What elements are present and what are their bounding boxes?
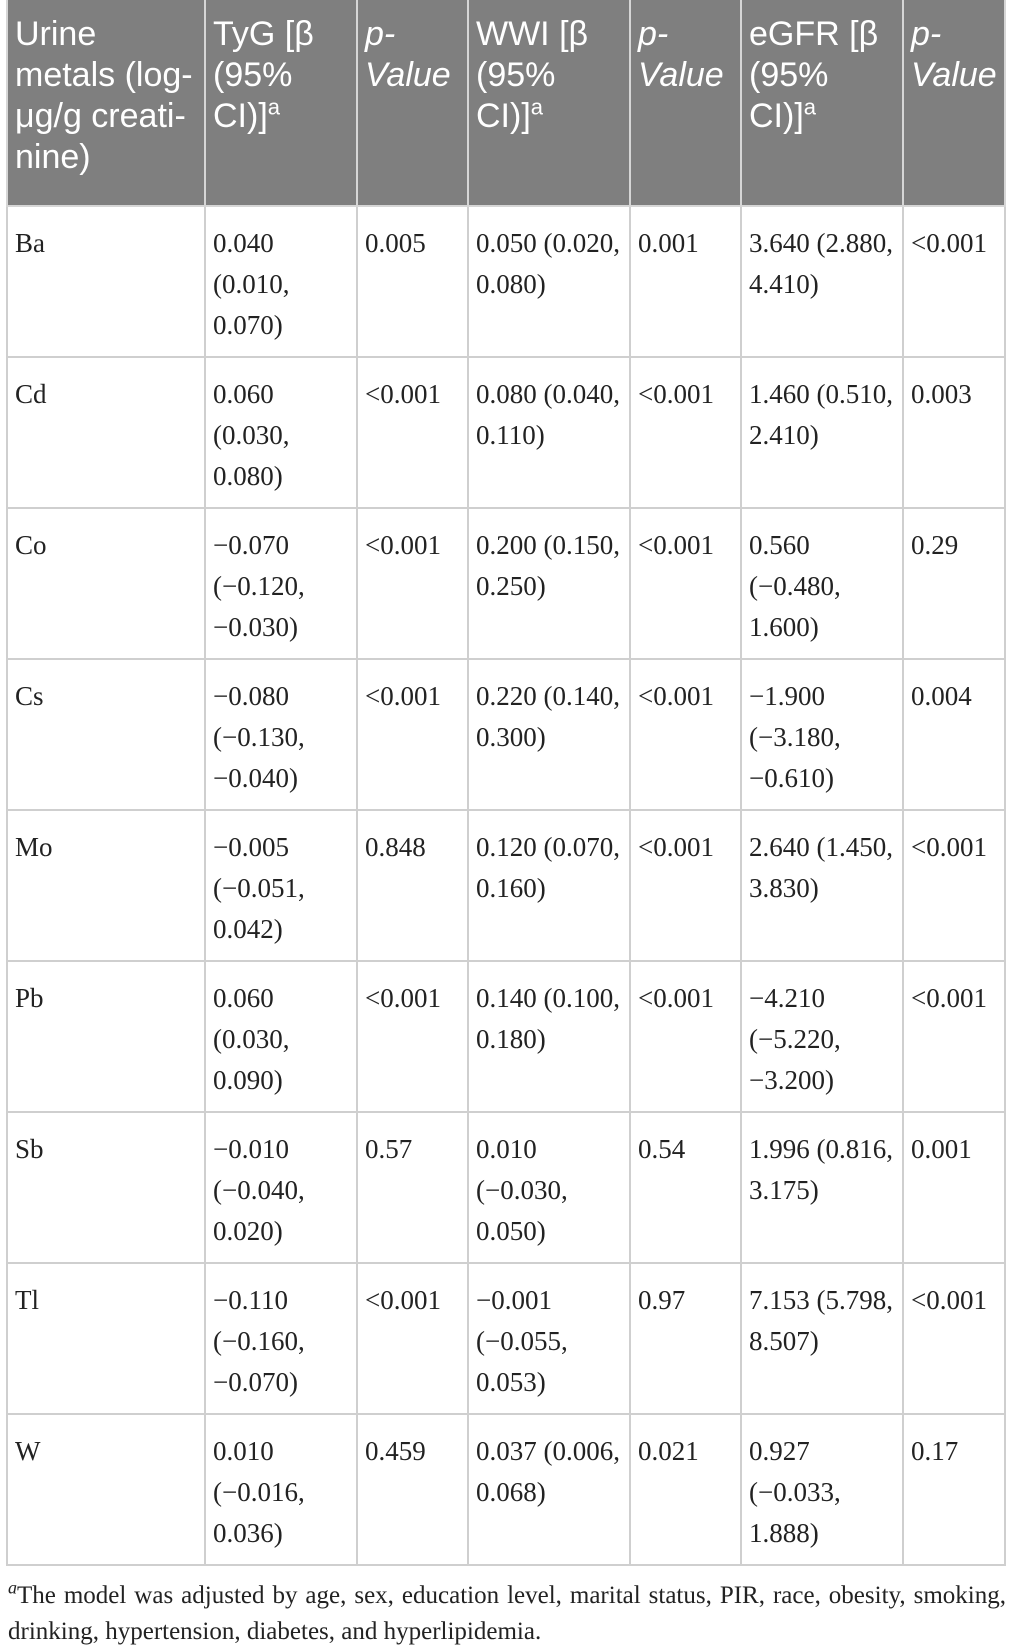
egfr-beta: 2.640 (1.450, 3.830) xyxy=(741,810,903,961)
metal-name: Pb xyxy=(7,961,205,1112)
header-egfr: eGFR [β (95% CI)]$^a$ xyxy=(741,0,903,206)
wwi-beta: 0.080 (0.040, 0.110) xyxy=(468,357,630,508)
egfr-pvalue: 0.17 xyxy=(903,1414,1005,1565)
egfr-beta: 0.927 (−0.033, 1.888) xyxy=(741,1414,903,1565)
metal-name: Tl xyxy=(7,1263,205,1414)
table-row xyxy=(7,1112,1005,1263)
egfr-pvalue: <0.001 xyxy=(903,1263,1005,1414)
table-row xyxy=(7,1414,1005,1565)
egfr-pvalue: 0.001 xyxy=(903,1112,1005,1263)
wwi-beta: 0.050 (0.020, 0.080) xyxy=(468,206,630,357)
egfr-beta: 1.460 (0.510, 2.410) xyxy=(741,357,903,508)
tyg-beta: 0.040 (0.010, 0.070) xyxy=(205,206,357,357)
egfr-beta: 1.996 (0.816, 3.175) xyxy=(741,1112,903,1263)
document xyxy=(6,0,1004,1650)
egfr-pvalue: <0.001 xyxy=(903,810,1005,961)
tyg-pvalue: <0.001 xyxy=(357,1263,468,1414)
wwi-beta: 0.220 (0.140, 0.300) xyxy=(468,659,630,810)
egfr-beta: 7.153 (5.798, 8.507) xyxy=(741,1263,903,1414)
tyg-pvalue: <0.001 xyxy=(357,961,468,1112)
table-row xyxy=(7,659,1005,810)
egfr-pvalue: <0.001 xyxy=(903,961,1005,1112)
wwi-pvalue: 0.021 xyxy=(630,1414,741,1565)
tyg-beta: 0.060 (0.030, 0.080) xyxy=(205,357,357,508)
table-footnote xyxy=(6,1566,1006,1650)
metal-name: Cs xyxy=(7,659,205,810)
wwi-pvalue: <0.001 xyxy=(630,961,741,1112)
table-row xyxy=(7,810,1005,961)
tyg-pvalue: <0.001 xyxy=(357,508,468,659)
tyg-beta: 0.010 (−0.016, 0.036) xyxy=(205,1414,357,1565)
tyg-pvalue: 0.848 xyxy=(357,810,468,961)
wwi-beta: 0.120 (0.070, 0.160) xyxy=(468,810,630,961)
header-urine-metals: Urine metals (log-μg/g creati-nine) xyxy=(7,0,205,206)
table-row xyxy=(7,508,1005,659)
results-table xyxy=(6,0,1006,1566)
wwi-beta: 0.200 (0.150, 0.250) xyxy=(468,508,630,659)
tyg-pvalue: <0.001 xyxy=(357,659,468,810)
wwi-pvalue: <0.001 xyxy=(630,357,741,508)
tyg-beta: −0.010 (−0.040, 0.020) xyxy=(205,1112,357,1263)
metal-name: Mo xyxy=(7,810,205,961)
wwi-pvalue: 0.54 xyxy=(630,1112,741,1263)
tyg-beta: −0.070 (−0.120, −0.030) xyxy=(205,508,357,659)
table-row xyxy=(7,357,1005,508)
tyg-beta: −0.110 (−0.160, −0.070) xyxy=(205,1263,357,1414)
metal-name: W xyxy=(7,1414,205,1565)
wwi-pvalue: 0.001 xyxy=(630,206,741,357)
tyg-pvalue: 0.459 xyxy=(357,1414,468,1565)
egfr-beta: −4.210 (−5.220, −3.200) xyxy=(741,961,903,1112)
wwi-pvalue: 0.97 xyxy=(630,1263,741,1414)
wwi-beta: 0.010 (−0.030, 0.050) xyxy=(468,1112,630,1263)
header-tyg: TyG [β (95% CI)]$^a$ xyxy=(205,0,357,206)
footnote-text: The model was adjusted by age, sex, education level, marital status, PIR, race, obesity, smoking, drinking, hypertension, diabetes, and hyperlipidemia. xyxy=(8,1582,1006,1645)
wwi-beta: 0.037 (0.006, 0.068) xyxy=(468,1414,630,1565)
tyg-pvalue: <0.001 xyxy=(357,357,468,508)
metal-name: Sb xyxy=(7,1112,205,1263)
egfr-pvalue: 0.004 xyxy=(903,659,1005,810)
egfr-beta: 0.560 (−0.480, 1.600) xyxy=(741,508,903,659)
egfr-pvalue: 0.003 xyxy=(903,357,1005,508)
wwi-pvalue: <0.001 xyxy=(630,810,741,961)
header-row xyxy=(7,0,1005,206)
egfr-beta: −1.900 (−3.180, −0.610) xyxy=(741,659,903,810)
tyg-beta: −0.005 (−0.051, 0.042) xyxy=(205,810,357,961)
egfr-beta: 3.640 (2.880, 4.410) xyxy=(741,206,903,357)
metal-name: Co xyxy=(7,508,205,659)
table-row xyxy=(7,961,1005,1112)
header-tyg-pvalue: p-Value xyxy=(357,0,468,206)
tyg-pvalue: 0.005 xyxy=(357,206,468,357)
table-row xyxy=(7,206,1005,357)
header-egfr-pvalue: p-Value xyxy=(903,0,1005,206)
footnote-marker: a xyxy=(8,1577,17,1598)
table-row xyxy=(7,1263,1005,1414)
metal-name: Cd xyxy=(7,357,205,508)
header-wwi-pvalue: p-Value xyxy=(630,0,741,206)
tyg-beta: 0.060 (0.030, 0.090) xyxy=(205,961,357,1112)
tyg-beta: −0.080 (−0.130, −0.040) xyxy=(205,659,357,810)
header-wwi: WWI [β (95% CI)]$^a$ xyxy=(468,0,630,206)
wwi-beta: −0.001 (−0.055, 0.053) xyxy=(468,1263,630,1414)
tyg-pvalue: 0.57 xyxy=(357,1112,468,1263)
metal-name: Ba xyxy=(7,206,205,357)
egfr-pvalue: 0.29 xyxy=(903,508,1005,659)
wwi-beta: 0.140 (0.100, 0.180) xyxy=(468,961,630,1112)
wwi-pvalue: <0.001 xyxy=(630,659,741,810)
egfr-pvalue: <0.001 xyxy=(903,206,1005,357)
wwi-pvalue: <0.001 xyxy=(630,508,741,659)
